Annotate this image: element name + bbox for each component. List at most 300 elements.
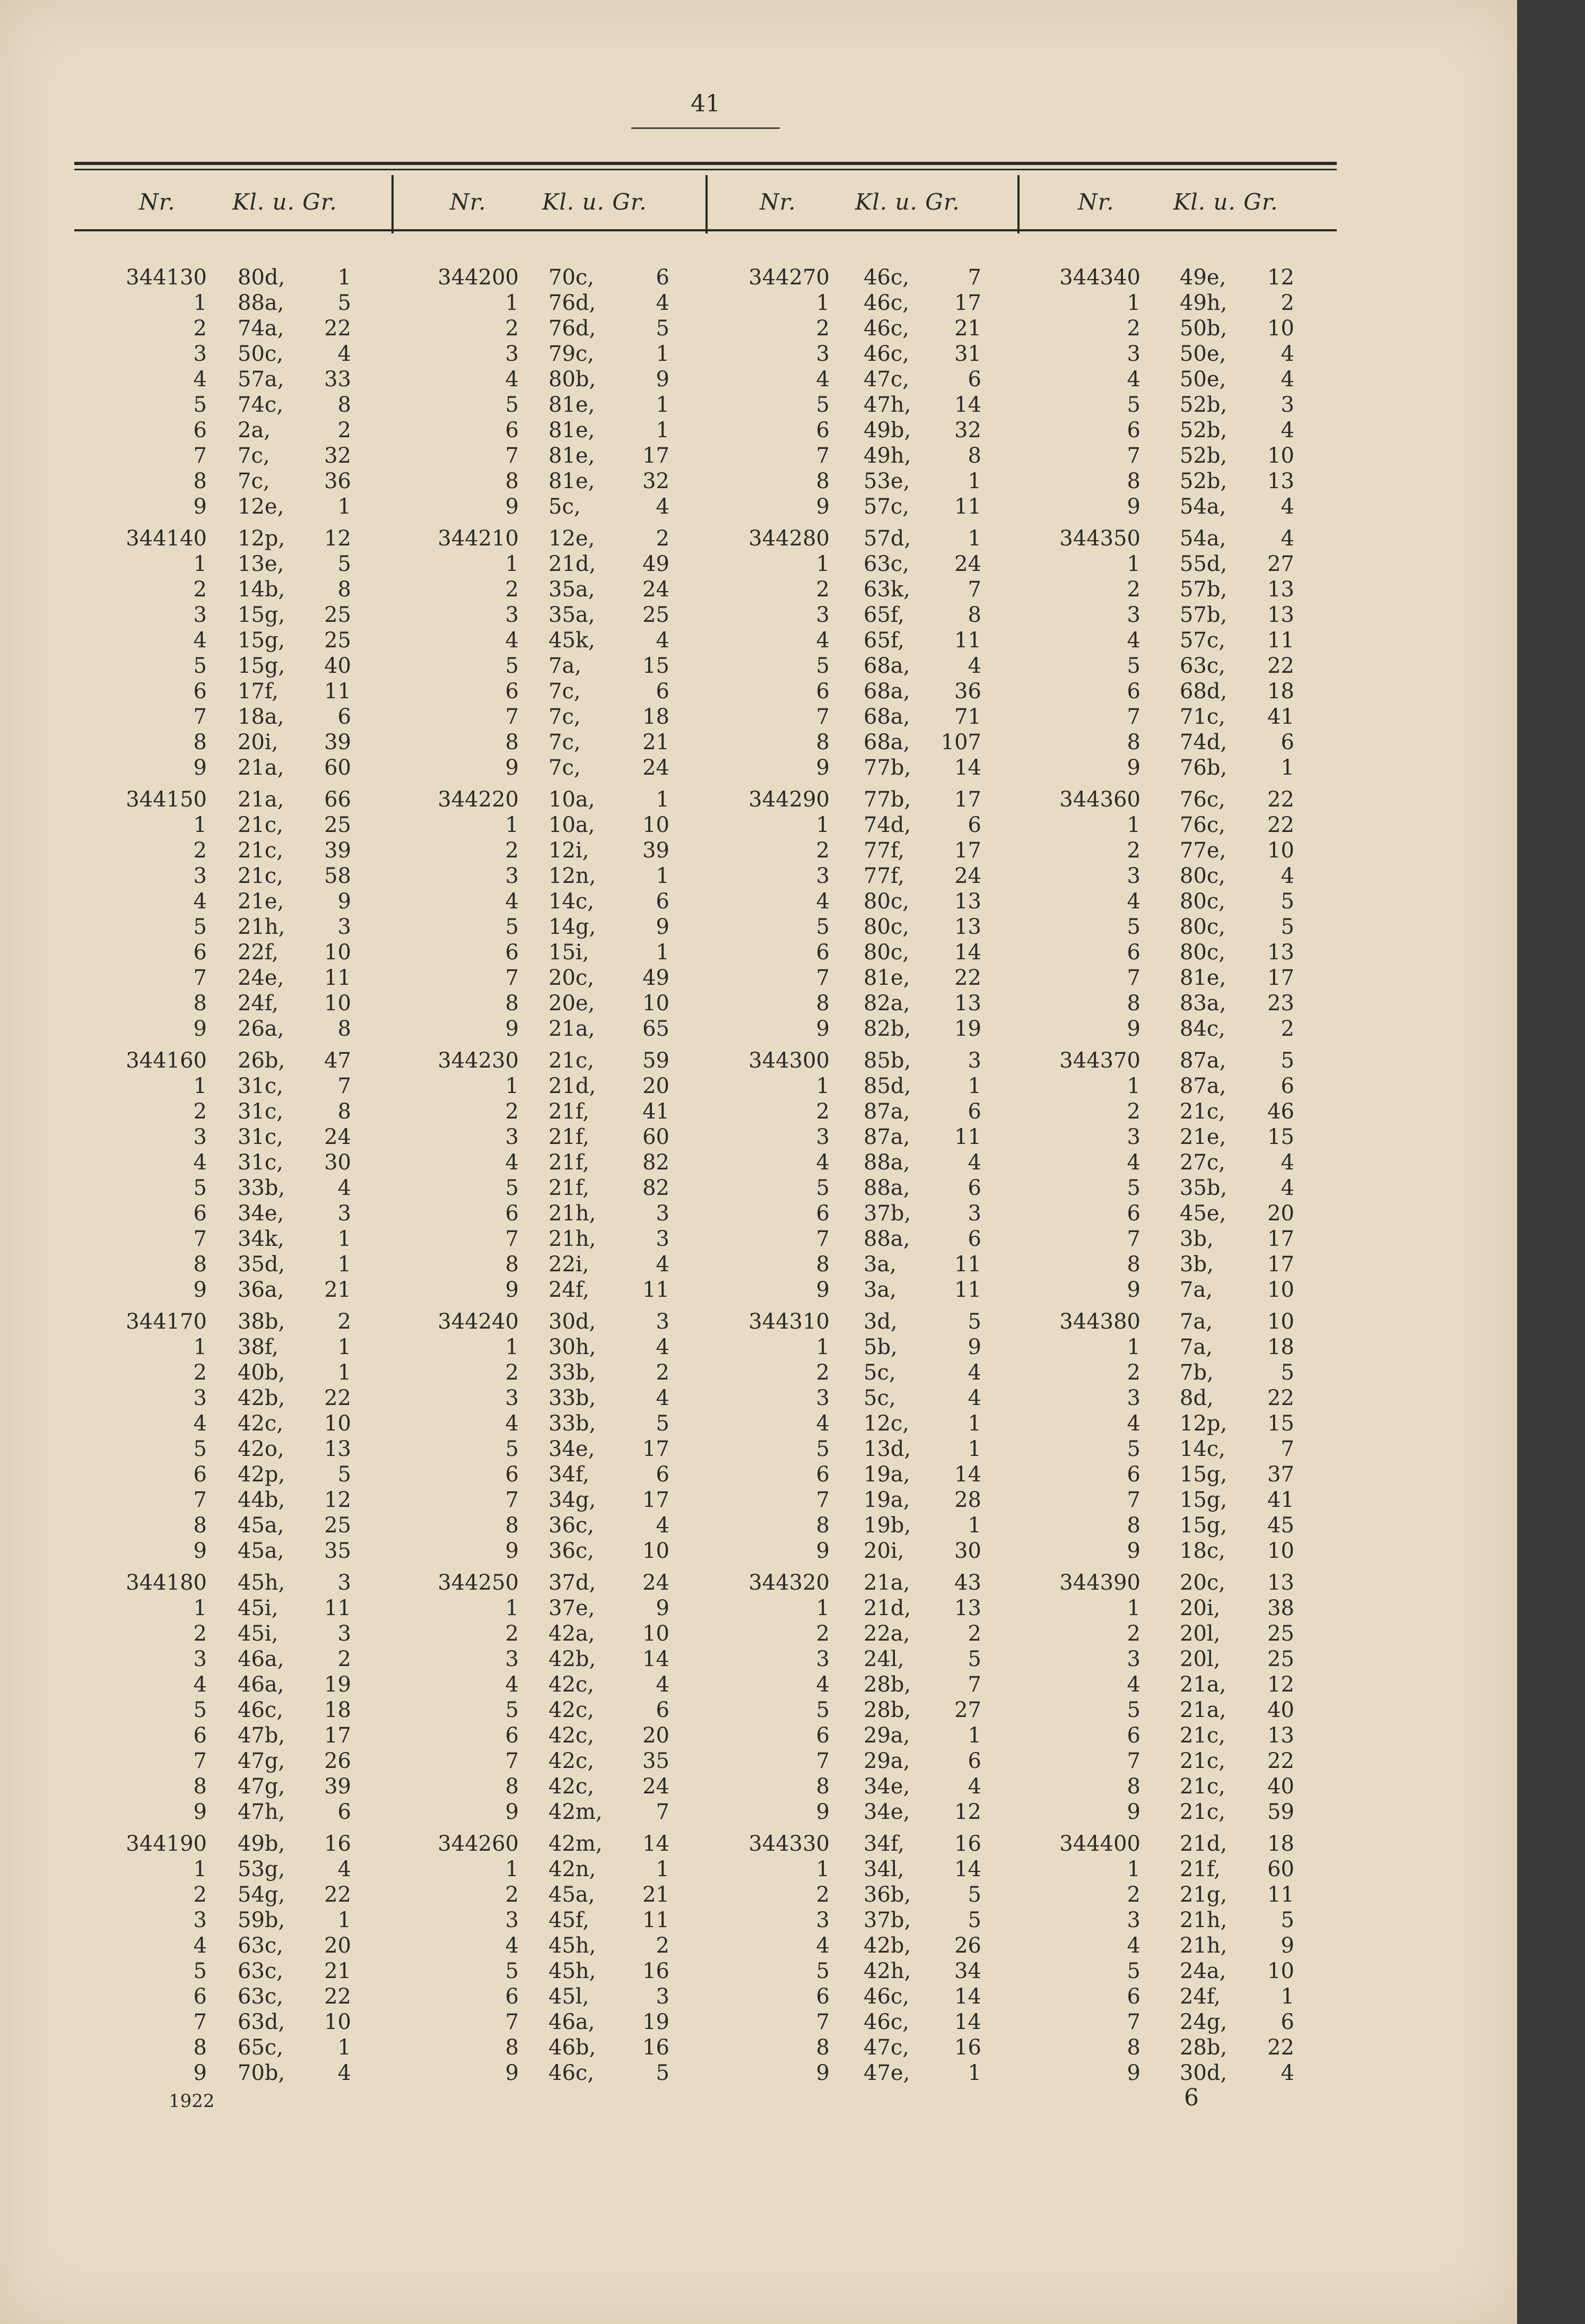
row-number: 5 — [816, 1959, 830, 1983]
group-count: 6 — [656, 1462, 669, 1487]
group-count: 2 — [1281, 1017, 1294, 1041]
row-number: 8 — [193, 1513, 207, 1538]
class-group: 15g, — [238, 628, 285, 653]
class-group: 68a, — [864, 705, 910, 729]
group-count: 14 — [954, 940, 981, 965]
row-number: 7 — [505, 1488, 519, 1512]
class-group: 24e, — [238, 966, 284, 990]
class-group: 46c, — [864, 2010, 910, 2034]
group-count: 22 — [1267, 1749, 1294, 1773]
row-number: 344390 — [1059, 1571, 1140, 1595]
class-group: 65c, — [238, 2035, 284, 2060]
group-count: 13 — [1267, 1723, 1294, 1748]
group-count: 39 — [324, 838, 351, 863]
class-group: 30d, — [1180, 2061, 1227, 2085]
group-count: 3 — [337, 1201, 351, 1226]
group-count: 5 — [656, 316, 669, 341]
class-group: 77f, — [864, 838, 904, 863]
row-number: 344180 — [126, 1571, 207, 1595]
group-count: 25 — [1267, 1647, 1294, 1671]
group-count: 22 — [1267, 787, 1294, 812]
group-count: 25 — [324, 603, 351, 627]
group-count: 19 — [324, 1672, 351, 1697]
class-group: 81e, — [864, 966, 910, 990]
row-number: 6 — [505, 1723, 519, 1748]
class-group: 18c, — [1180, 1539, 1226, 1563]
class-group: 21f, — [548, 1150, 589, 1175]
class-group: 45e, — [1180, 1201, 1226, 1226]
row-number: 2 — [816, 577, 830, 602]
group-count: 32 — [642, 469, 669, 493]
row-number: 9 — [505, 1800, 519, 1824]
class-group: 20i, — [238, 730, 278, 755]
class-group: 38f, — [238, 1335, 278, 1359]
group-count: 14 — [954, 1984, 981, 2009]
class-group: 42p, — [238, 1462, 285, 1487]
class-group: 34e, — [864, 1774, 910, 1799]
table-row — [0, 1571, 1517, 1596]
class-group: 37e, — [548, 1596, 595, 1620]
row-number: 8 — [1127, 469, 1140, 493]
row-number: 1 — [816, 1335, 830, 1359]
class-group: 80b, — [548, 367, 596, 392]
group-count: 4 — [968, 1386, 981, 1410]
group-count: 8 — [337, 1099, 351, 1124]
register-column — [0, 265, 1517, 2086]
table-row — [0, 1539, 1517, 1564]
row-number: 344350 — [1059, 526, 1140, 551]
group-count: 20 — [1267, 1201, 1294, 1226]
group-count: 6 — [1281, 1074, 1294, 1098]
group-count: 8 — [968, 603, 981, 627]
group-count: 21 — [324, 1959, 351, 1983]
group-count: 5 — [968, 1310, 981, 1334]
row-number: 344220 — [438, 787, 519, 812]
row-number: 5 — [1127, 1176, 1140, 1200]
row-number: 6 — [193, 1984, 207, 2009]
row-number: 3 — [193, 1386, 207, 1410]
class-group: 21f, — [1180, 1857, 1221, 1881]
group-count: 36 — [954, 679, 981, 704]
class-group: 21a, — [1180, 1672, 1226, 1697]
class-group: 79c, — [548, 342, 595, 366]
class-group: 7a, — [548, 654, 582, 678]
group-count: 6 — [1281, 2010, 1294, 2034]
table-row — [0, 1774, 1517, 1800]
class-group: 47e, — [864, 2061, 910, 2085]
row-number: 6 — [816, 418, 830, 443]
page-number-rule — [631, 127, 780, 129]
table-row — [0, 1959, 1517, 1984]
class-group: 59b, — [238, 1908, 285, 1932]
class-group: 80c, — [864, 889, 910, 914]
table-row — [0, 679, 1517, 705]
table-row — [0, 291, 1517, 316]
row-number: 4 — [1127, 367, 1140, 392]
row-number: 5 — [505, 1437, 519, 1461]
class-group: 63c, — [238, 1933, 284, 1958]
group-count: 9 — [656, 367, 669, 392]
class-group: 45a, — [238, 1539, 284, 1563]
group-count: 22 — [324, 1386, 351, 1410]
row-number: 2 — [505, 316, 519, 341]
table-row — [0, 1048, 1517, 1074]
row-number: 7 — [1127, 2010, 1140, 2034]
group-count: 4 — [1281, 1176, 1294, 1200]
header-kl-gr: Kl. u. Gr. — [855, 189, 960, 215]
row-number: 4 — [1127, 1933, 1140, 1958]
row-number: 1 — [816, 552, 830, 576]
table-row — [0, 1125, 1517, 1150]
group-count: 58 — [324, 864, 351, 888]
row-number: 5 — [193, 915, 207, 939]
class-group: 34k, — [238, 1227, 284, 1251]
row-number: 6 — [816, 940, 830, 965]
row-number: 7 — [816, 1227, 830, 1251]
row-number: 8 — [816, 991, 830, 1016]
row-number: 6 — [505, 1984, 519, 2009]
row-number: 7 — [193, 705, 207, 729]
class-group: 49e, — [1180, 265, 1226, 290]
group-count: 1 — [1281, 756, 1294, 780]
table-row — [0, 2061, 1517, 2086]
group-count: 34 — [954, 1959, 981, 1983]
group-count: 4 — [1281, 2061, 1294, 2085]
class-group: 77e, — [1180, 838, 1226, 863]
row-number: 1 — [505, 813, 519, 837]
group-count: 16 — [642, 2035, 669, 2060]
group-count: 6 — [968, 1176, 981, 1200]
class-group: 15g, — [1180, 1513, 1227, 1538]
class-group: 68a, — [864, 654, 910, 678]
group-count: 4 — [656, 1386, 669, 1410]
header-kl-gr: Kl. u. Gr. — [1173, 189, 1278, 215]
group-count: 7 — [968, 1672, 981, 1697]
row-number: 2 — [193, 1621, 207, 1646]
class-group: 5b, — [864, 1335, 898, 1359]
group-count: 6 — [656, 265, 669, 290]
row-number: 6 — [1127, 679, 1140, 704]
row-number: 2 — [816, 1360, 830, 1385]
row-number: 3 — [193, 342, 207, 366]
table-row — [0, 889, 1517, 915]
group-count: 24 — [642, 1571, 669, 1595]
group-count: 6 — [968, 1227, 981, 1251]
table-row — [0, 915, 1517, 940]
group-count: 9 — [337, 889, 351, 914]
group-count: 1 — [968, 1437, 981, 1461]
class-group: 7c, — [548, 730, 581, 755]
group-count: 1 — [656, 418, 669, 443]
class-group: 68a, — [864, 730, 910, 755]
table-row — [0, 1513, 1517, 1539]
group-count: 13 — [954, 889, 981, 914]
group-count: 82 — [642, 1150, 669, 1175]
table-row — [0, 654, 1517, 679]
row-number: 344360 — [1059, 787, 1140, 812]
class-group: 7c, — [548, 679, 581, 704]
class-group: 21f, — [548, 1176, 589, 1200]
group-count: 17 — [954, 291, 981, 315]
class-group: 14c, — [548, 889, 595, 914]
class-group: 50e, — [1180, 367, 1226, 392]
group-count: 24 — [642, 1774, 669, 1799]
group-count: 22 — [1267, 654, 1294, 678]
class-group: 63k, — [864, 577, 910, 602]
class-group: 7c, — [548, 756, 581, 780]
row-number: 1 — [816, 813, 830, 837]
row-number: 6 — [193, 418, 207, 443]
row-number: 2 — [193, 1883, 207, 1907]
class-group: 22i, — [548, 1252, 589, 1277]
table-row — [0, 1386, 1517, 1411]
row-number: 8 — [505, 2035, 519, 2060]
row-number: 9 — [505, 495, 519, 519]
row-number: 8 — [193, 1252, 207, 1277]
group-count: 4 — [656, 1513, 669, 1538]
row-number: 2 — [193, 1099, 207, 1124]
group-count: 3 — [656, 1201, 669, 1226]
group-count: 6 — [968, 813, 981, 837]
class-group: 21d, — [548, 552, 596, 576]
class-group: 57b, — [1180, 603, 1227, 627]
row-number: 3 — [505, 603, 519, 627]
row-number: 3 — [1127, 864, 1140, 888]
class-group: 37d, — [548, 1571, 596, 1595]
class-group: 76d, — [548, 291, 596, 315]
group-count: 6 — [656, 1698, 669, 1722]
class-group: 21c, — [1180, 1749, 1226, 1773]
group-count: 17 — [954, 838, 981, 863]
class-group: 19b, — [864, 1513, 911, 1538]
row-number: 344290 — [748, 787, 830, 812]
row-number: 4 — [1127, 1150, 1140, 1175]
group-count: 10 — [1267, 838, 1294, 863]
row-number: 7 — [193, 1749, 207, 1773]
class-group: 47h, — [238, 1800, 285, 1824]
table-row — [0, 1252, 1517, 1278]
row-number: 1 — [505, 291, 519, 315]
row-number: 5 — [816, 1176, 830, 1200]
class-group: 76c, — [1180, 813, 1226, 837]
row-number: 2 — [193, 316, 207, 341]
row-number: 7 — [816, 1488, 830, 1512]
class-group: 46c, — [864, 291, 910, 315]
group-count: 11 — [954, 1125, 981, 1149]
group-count: 5 — [337, 291, 351, 315]
row-number: 8 — [1127, 1252, 1140, 1277]
class-group: 14g, — [548, 915, 596, 939]
top-rule-thin — [74, 169, 1337, 170]
class-group: 42c, — [548, 1749, 595, 1773]
row-number: 1 — [193, 291, 207, 315]
row-number: 2 — [816, 1621, 830, 1646]
group-count: 22 — [1267, 2035, 1294, 2060]
class-group: 28b, — [864, 1672, 911, 1697]
group-count: 24 — [954, 864, 981, 888]
table-row — [0, 1462, 1517, 1488]
class-group: 15i, — [548, 940, 589, 965]
group-count: 8 — [337, 577, 351, 602]
group-count: 10 — [642, 813, 669, 837]
class-group: 37b, — [864, 1201, 911, 1226]
class-group: 5c, — [864, 1360, 896, 1385]
class-group: 42c, — [548, 1672, 595, 1697]
class-group: 3b, — [1180, 1252, 1214, 1277]
group-count: 71 — [954, 705, 981, 729]
class-group: 21h, — [548, 1227, 596, 1251]
class-group: 7a, — [1180, 1310, 1213, 1334]
class-group: 45i, — [238, 1621, 278, 1646]
group-count: 7 — [968, 577, 981, 602]
row-number: 8 — [1127, 730, 1140, 755]
group-count: 8 — [337, 393, 351, 417]
class-group: 82a, — [864, 991, 910, 1016]
class-group: 45a, — [548, 1883, 595, 1907]
row-number: 2 — [1127, 1883, 1140, 1907]
row-number: 6 — [193, 1201, 207, 1226]
row-number: 7 — [1127, 705, 1140, 729]
row-number: 9 — [1127, 756, 1140, 780]
table-row — [0, 1749, 1517, 1774]
row-number: 1 — [1127, 1596, 1140, 1620]
class-group: 13d, — [864, 1437, 911, 1461]
row-number: 8 — [1127, 1774, 1140, 1799]
row-number: 3 — [816, 342, 830, 366]
row-number: 7 — [193, 2010, 207, 2034]
class-group: 5c, — [864, 1386, 896, 1410]
table-row — [0, 813, 1517, 838]
row-number: 8 — [505, 469, 519, 493]
row-number: 5 — [505, 1959, 519, 1983]
row-number: 8 — [193, 730, 207, 755]
class-group: 21c, — [1180, 1099, 1226, 1124]
class-group: 68d, — [1180, 679, 1227, 704]
row-number: 344240 — [438, 1310, 519, 1334]
group-count: 11 — [1267, 628, 1294, 653]
group-count: 13 — [954, 915, 981, 939]
class-group: 50e, — [1180, 342, 1226, 366]
class-group: 76d, — [548, 316, 596, 341]
row-number: 344310 — [748, 1310, 830, 1334]
table-row — [0, 1227, 1517, 1252]
row-number: 1 — [505, 1335, 519, 1359]
class-group: 70c, — [548, 265, 595, 290]
row-number: 5 — [1127, 1437, 1140, 1461]
class-group: 21h, — [238, 915, 285, 939]
class-group: 7c, — [238, 444, 270, 468]
row-number: 5 — [816, 915, 830, 939]
group-count: 4 — [337, 2061, 351, 2085]
row-number: 6 — [193, 1462, 207, 1487]
table-row — [0, 705, 1517, 730]
row-number: 344230 — [438, 1048, 519, 1073]
row-number: 8 — [816, 730, 830, 755]
row-number: 2 — [505, 838, 519, 863]
row-number: 4 — [193, 1933, 207, 1958]
row-number: 5 — [1127, 654, 1140, 678]
class-group: 20c, — [548, 966, 595, 990]
table-row — [0, 526, 1517, 552]
class-group: 45h, — [238, 1571, 285, 1595]
group-count: 11 — [954, 628, 981, 653]
class-group: 12e, — [238, 495, 284, 519]
row-number: 9 — [816, 1017, 830, 1041]
class-group: 8d, — [1180, 1386, 1214, 1410]
class-group: 24f, — [548, 1278, 589, 1302]
group-count: 45 — [1267, 1513, 1294, 1538]
group-count: 21 — [642, 730, 669, 755]
class-group: 53g, — [238, 1857, 285, 1881]
group-count: 6 — [656, 889, 669, 914]
group-count: 19 — [954, 1017, 981, 1041]
row-number: 5 — [505, 654, 519, 678]
row-number: 7 — [505, 705, 519, 729]
group-count: 1 — [656, 393, 669, 417]
row-number: 3 — [816, 603, 830, 627]
group-count: 16 — [954, 2035, 981, 2060]
row-number: 344300 — [748, 1048, 830, 1073]
group-count: 65 — [642, 1017, 669, 1041]
group-count: 13 — [1267, 1571, 1294, 1595]
class-group: 21a, — [1180, 1698, 1226, 1722]
class-group: 20i, — [1180, 1596, 1221, 1620]
class-group: 54a, — [1180, 495, 1226, 519]
class-group: 80c, — [1180, 915, 1226, 939]
class-group: 36b, — [864, 1883, 911, 1907]
row-number: 4 — [505, 889, 519, 914]
row-number: 5 — [1127, 393, 1140, 417]
class-group: 21c, — [238, 813, 284, 837]
row-number: 2 — [505, 1099, 519, 1124]
class-group: 28b, — [1180, 2035, 1227, 2060]
class-group: 20l, — [1180, 1621, 1221, 1646]
row-number: 2 — [505, 577, 519, 602]
row-number: 6 — [505, 418, 519, 443]
class-group: 42m, — [548, 1832, 603, 1856]
group-count: 2 — [656, 1360, 669, 1385]
group-count: 10 — [324, 991, 351, 1016]
group-count: 24 — [642, 577, 669, 602]
row-number: 344280 — [748, 526, 830, 551]
class-group: 21e, — [1180, 1125, 1226, 1149]
group-count: 4 — [656, 291, 669, 315]
row-number: 4 — [193, 628, 207, 653]
row-number: 1 — [193, 813, 207, 837]
row-number: 6 — [505, 1201, 519, 1226]
group-count: 15 — [642, 654, 669, 678]
class-group: 63c, — [864, 552, 910, 576]
class-group: 57b, — [1180, 577, 1227, 602]
row-number: 5 — [193, 1959, 207, 1983]
row-number: 8 — [816, 1513, 830, 1538]
row-number: 1 — [816, 1857, 830, 1881]
group-count: 10 — [642, 1539, 669, 1563]
class-group: 24a, — [1180, 1959, 1226, 1983]
class-group: 21f, — [548, 1099, 589, 1124]
row-number: 7 — [816, 705, 830, 729]
group-count: 39 — [324, 730, 351, 755]
group-count: 30 — [954, 1539, 981, 1563]
row-number: 1 — [1127, 1074, 1140, 1098]
table-row — [0, 418, 1517, 444]
row-number: 1 — [505, 1857, 519, 1881]
class-group: 12p, — [238, 526, 285, 551]
group-count: 14 — [954, 393, 981, 417]
group-count: 22 — [954, 966, 981, 990]
table-row — [0, 940, 1517, 966]
row-number: 7 — [816, 966, 830, 990]
